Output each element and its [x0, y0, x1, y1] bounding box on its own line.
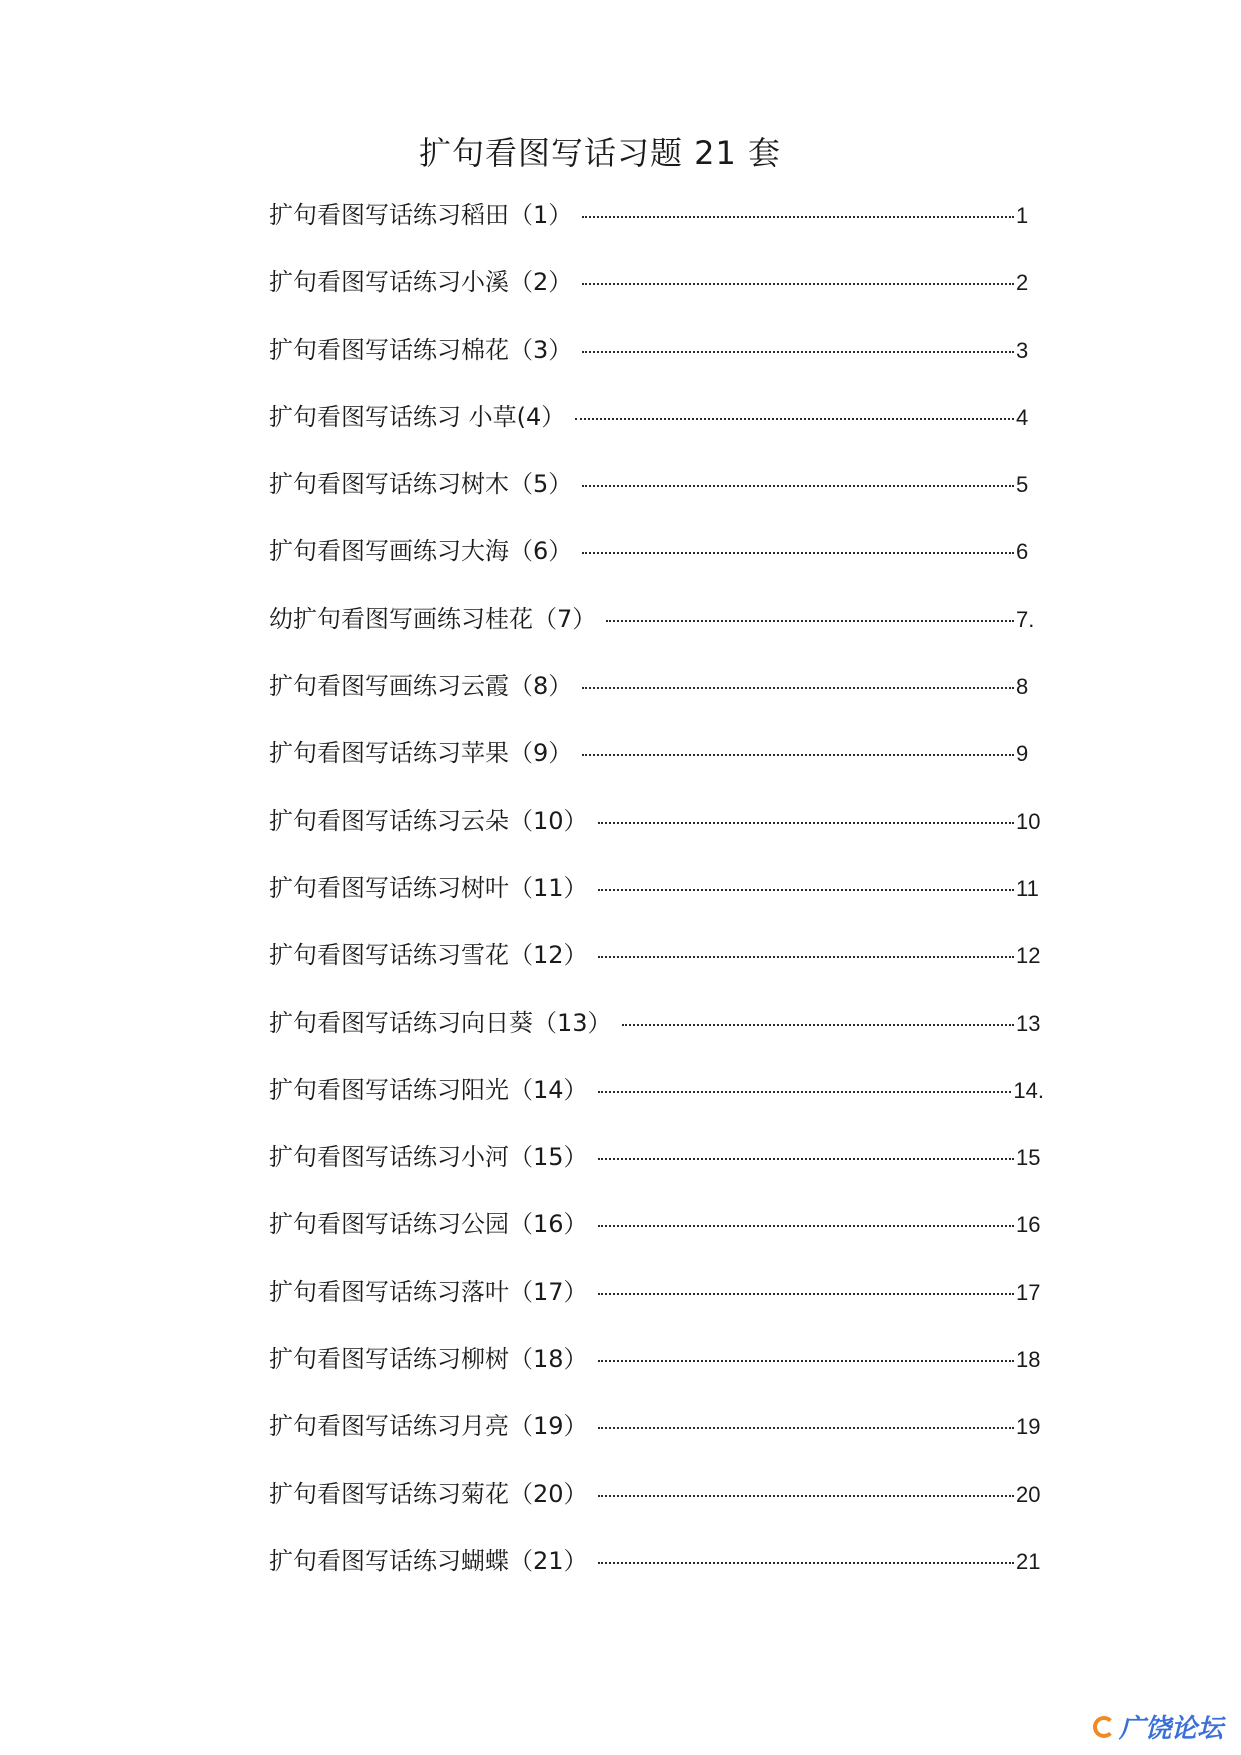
toc-entry-title: 扩句看图写话练习树叶（11）: [269, 873, 588, 902]
toc-page-number: 3: [1016, 337, 1029, 363]
toc-dot-leader: [598, 1562, 1014, 1564]
toc-entry[interactable]: [269, 1139, 1044, 1206]
toc-page-number: 2: [1016, 270, 1029, 296]
toc-page-number: 1: [1016, 203, 1029, 228]
toc-entry[interactable]: [269, 1072, 1044, 1139]
toc-entry-title: 扩句看图写话练习小溪（2）: [269, 268, 573, 297]
forum-logo-icon: [1093, 1716, 1115, 1738]
toc-entry-title: 幼扩句看图写画练习桂花（7）: [269, 604, 597, 633]
toc-entry-title: 扩句看图写话练习棉花（3）: [269, 335, 573, 364]
toc-dot-leader: [598, 889, 1014, 891]
toc-page-number: 7.: [1016, 606, 1035, 632]
toc-dot-leader: [606, 620, 1014, 622]
toc-dot-leader: [582, 283, 1014, 285]
toc-entry[interactable]: [269, 803, 1044, 870]
toc-page-number: 11: [1016, 875, 1039, 901]
toc-dot-leader: [582, 687, 1014, 689]
toc-page-number: 9: [1016, 741, 1029, 767]
watermark-text: 广饶论坛: [1118, 1714, 1223, 1744]
toc-entry-title: 扩句看图写话练习向日葵（13）: [269, 1008, 612, 1037]
toc-page-number: 6: [1016, 539, 1029, 565]
toc-entry[interactable]: [269, 264, 1044, 331]
toc-entry[interactable]: [269, 533, 1044, 600]
toc-dot-leader: [582, 351, 1014, 353]
toc-entry[interactable]: [269, 1005, 1044, 1072]
toc-page-number: 15: [1016, 1145, 1041, 1171]
toc-entry[interactable]: [269, 332, 1044, 399]
toc-page-number: 20: [1016, 1481, 1041, 1507]
toc-entry-title: 扩句看图写话练习公园（16）: [269, 1210, 588, 1239]
toc-dot-leader: [582, 552, 1014, 554]
toc-entry[interactable]: [269, 1408, 1044, 1475]
toc-entry[interactable]: [269, 466, 1044, 533]
toc-page-number: 12: [1016, 943, 1041, 969]
toc-page-number: 10: [1016, 808, 1041, 834]
toc-entry-title: 扩句看图写话练习落叶（17）: [269, 1277, 588, 1306]
toc-entry[interactable]: [269, 937, 1044, 1004]
toc-dot-leader: [598, 1427, 1014, 1429]
toc-dot-leader: [582, 216, 1014, 218]
toc-entry[interactable]: [269, 601, 1044, 668]
toc-dot-leader: [598, 1293, 1014, 1295]
toc-dot-leader: [598, 1495, 1014, 1497]
toc-dot-leader: [622, 1024, 1014, 1026]
toc-page-number: 18: [1016, 1347, 1041, 1373]
toc-entry-title: 扩句看图写话练习雪花（12）: [269, 941, 588, 970]
toc-entry-title: 扩句看图写画练习云霞（8）: [269, 672, 573, 701]
toc-dot-leader: [582, 485, 1014, 487]
toc-dot-leader: [598, 1091, 1012, 1093]
toc-dot-leader: [598, 956, 1014, 958]
toc-entry-title: 扩句看图写话练习云朵（10）: [269, 806, 588, 835]
toc-entry[interactable]: [269, 1476, 1044, 1543]
toc-page-number: 4: [1016, 404, 1029, 430]
toc-entry-title: 扩句看图写话练习蝴蝶（21）: [269, 1546, 588, 1575]
toc-page-number: 8: [1016, 674, 1029, 700]
toc-entry-title: 扩句看图写话练习月亮（19）: [269, 1412, 588, 1441]
toc-entry[interactable]: [269, 1274, 1044, 1341]
toc-entry[interactable]: [269, 1543, 1044, 1610]
toc-entry-title: 扩句看图写话练习苹果（9）: [269, 739, 573, 768]
watermark: [1093, 1708, 1223, 1745]
toc-page-number: 16: [1016, 1212, 1041, 1238]
toc-dot-leader: [598, 1360, 1014, 1362]
toc-dot-leader: [582, 754, 1014, 756]
document-title: 扩句看图写话习题 21 套: [418, 134, 782, 172]
toc-entry[interactable]: [269, 870, 1044, 937]
toc-page-number: 14.: [1013, 1077, 1044, 1103]
table-of-contents: [269, 197, 1044, 1610]
toc-entry-title: 扩句看图写话练习菊花（20）: [269, 1479, 588, 1508]
toc-page-number: 13: [1016, 1010, 1041, 1036]
toc-entry-title: 扩句看图写话练习稻田（1）: [269, 201, 573, 229]
toc-dot-leader: [598, 1158, 1014, 1160]
toc-entry-title: 扩句看图写话练习小河（15）: [269, 1143, 588, 1172]
toc-page-number: 19: [1016, 1414, 1041, 1440]
toc-entry[interactable]: [269, 197, 1044, 264]
toc-entry[interactable]: [269, 1206, 1044, 1273]
toc-page-number: 21: [1016, 1548, 1041, 1574]
toc-entry-title: 扩句看图写话练习阳光（14）: [269, 1075, 588, 1104]
toc-entry-title: 扩句看图写话练习树木（5）: [269, 470, 573, 499]
toc-entry-title: 扩句看图写画练习大海（6）: [269, 537, 573, 566]
toc-entry-title: 扩句看图写话练习柳树（18）: [269, 1345, 588, 1374]
toc-dot-leader: [598, 1225, 1014, 1227]
toc-entry[interactable]: [269, 399, 1044, 466]
toc-entry[interactable]: [269, 668, 1044, 735]
toc-entry[interactable]: [269, 735, 1044, 802]
toc-entry[interactable]: [269, 1341, 1044, 1408]
toc-dot-leader: [575, 418, 1014, 420]
toc-page-number: 5: [1016, 472, 1029, 498]
toc-page-number: 17: [1016, 1279, 1041, 1305]
toc-entry-title: 扩句看图写话练习 小草(4）: [269, 402, 566, 431]
toc-dot-leader: [598, 822, 1014, 824]
